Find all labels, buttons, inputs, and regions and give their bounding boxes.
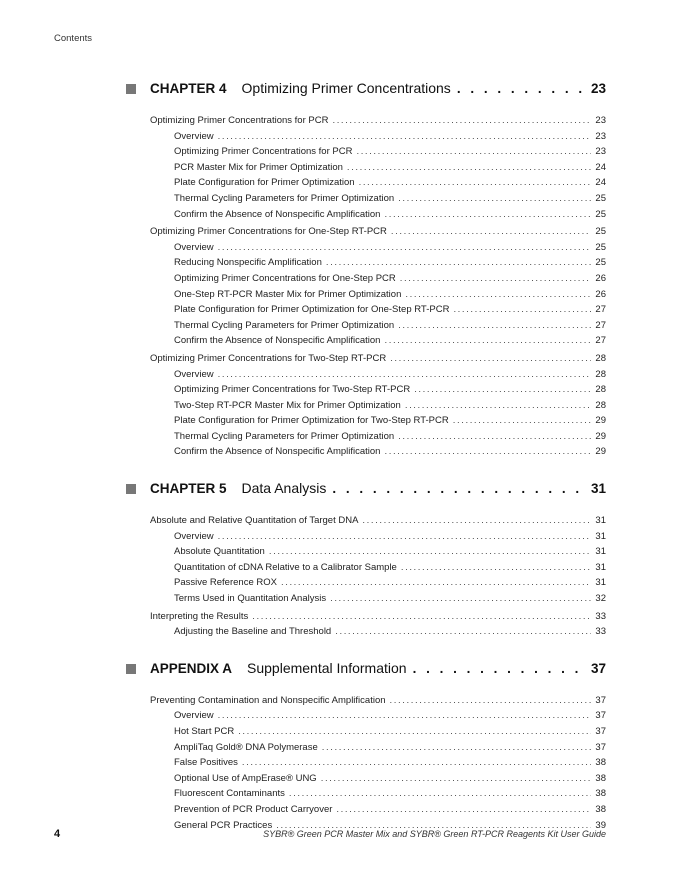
- entry-title: AmpliTaq Gold® DNA Polymerase: [174, 741, 318, 753]
- entry-page-number: 38: [595, 772, 606, 784]
- entry-title: General PCR Practices: [174, 819, 273, 831]
- entry-page-number: 27: [595, 319, 606, 331]
- entry-page-number: 29: [595, 446, 606, 458]
- entry-title: Optimizing Primer Concentrations for PCR: [150, 115, 329, 126]
- dot-leader: [289, 788, 592, 799]
- toc-subsection-entry[interactable]: [126, 146, 606, 162]
- entry-title: Overview: [174, 710, 214, 722]
- entry-title: Optimizing Primer Concentrations for Two-Step RT-PCR: [150, 352, 387, 364]
- toc-subsection-entry[interactable]: [126, 400, 606, 416]
- entry-title: Overview: [174, 241, 214, 253]
- entry-page-number: 29: [595, 415, 606, 427]
- chapter-heading[interactable]: [126, 80, 606, 106]
- dot-leader: [321, 773, 592, 784]
- toc-subsection-entry[interactable]: [126, 320, 606, 336]
- entry-title: Preventing Contamination and Nonspecific Amplification: [150, 694, 386, 706]
- entry-page-number: 29: [595, 430, 606, 442]
- toc-section-entry[interactable]: [126, 353, 606, 369]
- toc-subsection-entry[interactable]: [126, 289, 606, 305]
- dot-leader: [384, 209, 591, 220]
- dot-leader: [398, 193, 591, 204]
- entry-page-number: 28: [595, 368, 606, 380]
- toc-subsection-entry[interactable]: [126, 773, 606, 789]
- toc-subsection-entry[interactable]: [126, 531, 606, 547]
- toc-subsection-entry[interactable]: [126, 162, 606, 178]
- dot-leader: [400, 273, 592, 284]
- toc-subsection-entry[interactable]: [126, 177, 606, 193]
- toc-section-entry[interactable]: [126, 226, 606, 242]
- entry-title: Thermal Cycling Parameters for Primer Optimization: [174, 430, 395, 442]
- entry-title: Thermal Cycling Parameters for Primer Optimization: [174, 319, 395, 331]
- toc-subsection-entry[interactable]: [126, 415, 606, 431]
- entry-title: Thermal Cycling Parameters for Primer Optimization: [174, 192, 395, 204]
- dot-leader: [326, 257, 592, 268]
- dot-leader: [242, 757, 592, 768]
- entry-title: Optimizing Primer Concentrations for PCR: [174, 146, 353, 158]
- toc-subsection-entry[interactable]: [126, 193, 606, 209]
- toc-subsection-entry[interactable]: [126, 710, 606, 726]
- dot-leader: [405, 289, 591, 300]
- entry-page-number: 33: [595, 610, 606, 622]
- entry-page-number: 37: [595, 726, 606, 737]
- chapter-page-number: 37: [590, 660, 606, 676]
- dot-leader: [359, 177, 592, 188]
- entry-title: Optimizing Primer Concentrations for One-Step RT-PCR: [150, 226, 387, 238]
- toc-subsection-entry[interactable]: [126, 209, 606, 225]
- dot-leader: [238, 726, 591, 737]
- entry-page-number: 38: [595, 757, 606, 769]
- toc-subsection-entry[interactable]: [126, 242, 606, 258]
- dot-leader: [218, 242, 592, 253]
- dot-leader: [356, 146, 591, 157]
- dot-leader: [390, 695, 592, 706]
- toc-subsection-entry[interactable]: [126, 804, 606, 820]
- entry-title: Quantitation of cDNA Relative to a Calibrator Sample: [174, 561, 397, 573]
- dot-leader: [269, 546, 592, 557]
- entry-title: Optimizing Primer Concentrations for One-Step PCR: [174, 272, 396, 284]
- entry-page-number: 26: [595, 272, 606, 284]
- chapter-heading[interactable]: [126, 480, 606, 506]
- entry-page-number: 25: [595, 192, 606, 204]
- dot-leader: [332, 115, 591, 126]
- dot-leader: [336, 804, 591, 815]
- chapter-label: APPENDIX A: [150, 660, 233, 676]
- entry-page-number: 37: [595, 741, 606, 753]
- chapter-title: Optimizing Primer Concentrations: [241, 80, 451, 96]
- dot-leader: [405, 400, 592, 411]
- entry-title: Plate Configuration for Primer Optimization for One-Step RT-PCR: [174, 304, 450, 316]
- toc-subsection-entry[interactable]: [126, 742, 606, 758]
- entry-page-number: 23: [595, 130, 606, 142]
- toc-subsection-entry[interactable]: [126, 446, 606, 462]
- entry-title: Passive Reference ROX: [174, 577, 277, 589]
- dot-leader: [218, 531, 592, 542]
- toc-subsection-entry[interactable]: [126, 335, 606, 351]
- dot-leader: [413, 661, 585, 676]
- chapter-page-number: 31: [590, 481, 606, 497]
- entry-title: Overview: [174, 530, 214, 542]
- chapter-page-number: 23: [590, 81, 606, 96]
- entry-page-number: 37: [595, 710, 606, 722]
- toc-subsection-entry[interactable]: [126, 546, 606, 562]
- dot-leader: [384, 446, 591, 457]
- entry-title: Adjusting the Baseline and Threshold: [174, 626, 332, 638]
- entry-page-number: 38: [595, 788, 606, 800]
- dot-leader: [398, 431, 591, 442]
- section-spacer: [126, 462, 606, 480]
- toc-section-entry[interactable]: [126, 515, 606, 531]
- toc-subsection-entry[interactable]: [126, 369, 606, 385]
- entry-page-number: 28: [595, 399, 606, 411]
- toc-section-entry[interactable]: [126, 611, 606, 627]
- entry-title: Reducing Nonspecific Amplification: [174, 257, 322, 269]
- entry-page-number: 39: [595, 819, 606, 831]
- dot-leader: [252, 611, 591, 622]
- chapter-heading[interactable]: [126, 660, 606, 686]
- dot-leader: [335, 626, 591, 637]
- chapter-title: Data Analysis: [241, 480, 327, 497]
- dot-leader: [330, 593, 591, 604]
- chapter-label: CHAPTER 5: [150, 481, 227, 497]
- entry-title: PCR Master Mix for Primer Optimization: [174, 161, 343, 173]
- entry-page-number: 28: [595, 352, 606, 364]
- entry-title: One-Step RT-PCR Master Mix for Primer Optimization: [174, 288, 402, 300]
- entry-page-number: 32: [595, 593, 606, 605]
- entry-page-number: 28: [595, 384, 606, 396]
- section-spacer: [126, 642, 606, 660]
- footer-document-title: SYBR® Green PCR Master Mix and SYBR® Green RT-PCR Reagents Kit User Guide: [263, 829, 606, 839]
- entry-page-number: 25: [595, 241, 606, 253]
- toc-section-entry[interactable]: [126, 115, 606, 131]
- entry-page-number: 23: [595, 115, 606, 126]
- entry-page-number: 31: [595, 546, 606, 558]
- entry-page-number: 25: [595, 226, 606, 238]
- square-bullet-icon: [126, 484, 136, 494]
- square-bullet-icon: [126, 664, 136, 674]
- entry-page-number: 38: [595, 803, 606, 815]
- toc-subsection-entry[interactable]: [126, 304, 606, 320]
- dot-leader: [391, 226, 592, 237]
- entry-page-number: 26: [595, 288, 606, 300]
- entry-title: Confirm the Absence of Nonspecific Amplification: [174, 446, 381, 458]
- entry-title: Confirm the Absence of Nonspecific Amplification: [174, 208, 381, 220]
- entry-title: Interpreting the Results: [150, 610, 249, 622]
- toc-subsection-entry[interactable]: [126, 626, 606, 642]
- entry-page-number: 27: [595, 335, 606, 347]
- table-of-contents: [126, 80, 606, 835]
- toc-subsection-entry[interactable]: [126, 726, 606, 742]
- toc-subsection-entry[interactable]: [126, 384, 606, 400]
- entry-page-number: 33: [595, 626, 606, 638]
- entry-title: Terms Used in Quantitation Analysis: [174, 593, 327, 605]
- square-bullet-icon: [126, 84, 136, 94]
- entry-page-number: 25: [595, 208, 606, 220]
- running-head: Contents: [54, 33, 93, 44]
- dot-leader: [401, 562, 592, 573]
- entry-title: Confirm the Absence of Nonspecific Amplification: [174, 335, 381, 347]
- dot-leader: [453, 415, 592, 426]
- chapter-label: CHAPTER 4: [150, 81, 227, 96]
- toc-subsection-entry[interactable]: [126, 431, 606, 447]
- toc-subsection-entry[interactable]: [126, 273, 606, 289]
- dot-leader: [384, 335, 591, 346]
- entry-title: False Positives: [174, 757, 238, 769]
- toc-subsection-entry[interactable]: [126, 593, 606, 609]
- entry-title: Overview: [174, 368, 214, 380]
- dot-leader: [414, 384, 591, 395]
- entry-page-number: 31: [595, 561, 606, 573]
- entry-title: Absolute Quantitation: [174, 546, 265, 558]
- chapter-title: Supplemental Information: [247, 659, 407, 676]
- toc-subsection-entry[interactable]: [126, 131, 606, 147]
- entry-title: Plate Configuration for Primer Optimization for Two-Step RT-PCR: [174, 415, 449, 427]
- entry-page-number: 24: [595, 161, 606, 173]
- entry-page-number: 27: [595, 304, 606, 316]
- entry-page-number: 31: [595, 577, 606, 589]
- dot-leader: [398, 320, 591, 331]
- entry-title: Overview: [174, 130, 214, 142]
- toc-subsection-entry[interactable]: [126, 257, 606, 273]
- entry-title: Optional Use of AmpErase® UNG: [174, 772, 317, 784]
- dot-leader: [218, 131, 592, 142]
- dot-leader: [281, 577, 591, 588]
- dot-leader: [390, 353, 591, 364]
- dot-leader: [218, 369, 592, 380]
- entry-title: Absolute and Relative Quantitation of Target DNA: [150, 515, 359, 527]
- entry-page-number: 31: [595, 515, 606, 527]
- toc-section-entry[interactable]: [126, 695, 606, 711]
- dot-leader: [347, 162, 592, 173]
- dot-leader: [457, 81, 585, 96]
- entry-page-number: 25: [595, 257, 606, 269]
- toc-subsection-entry[interactable]: [126, 757, 606, 773]
- entry-page-number: 37: [595, 694, 606, 706]
- entry-title: Hot Start PCR: [174, 726, 235, 737]
- toc-subsection-entry[interactable]: [126, 788, 606, 804]
- toc-subsection-entry[interactable]: [126, 562, 606, 578]
- dot-leader: [332, 481, 585, 496]
- page-number: 4: [54, 828, 61, 840]
- dot-leader: [218, 710, 592, 721]
- entry-page-number: 24: [595, 177, 606, 189]
- entry-title: Prevention of PCR Product Carryover: [174, 803, 333, 815]
- toc-subsection-entry[interactable]: [126, 577, 606, 593]
- entry-page-number: 31: [595, 530, 606, 542]
- entry-title: Optimizing Primer Concentrations for Two-Step RT-PCR: [174, 384, 411, 396]
- entry-title: Two-Step RT-PCR Master Mix for Primer Optimization: [174, 399, 401, 411]
- entry-page-number: 23: [595, 146, 606, 158]
- entry-title: Plate Configuration for Primer Optimization: [174, 177, 355, 189]
- entry-title: Fluorescent Contaminants: [174, 788, 285, 800]
- dot-leader: [362, 515, 591, 526]
- dot-leader: [322, 742, 592, 753]
- dot-leader: [453, 304, 591, 315]
